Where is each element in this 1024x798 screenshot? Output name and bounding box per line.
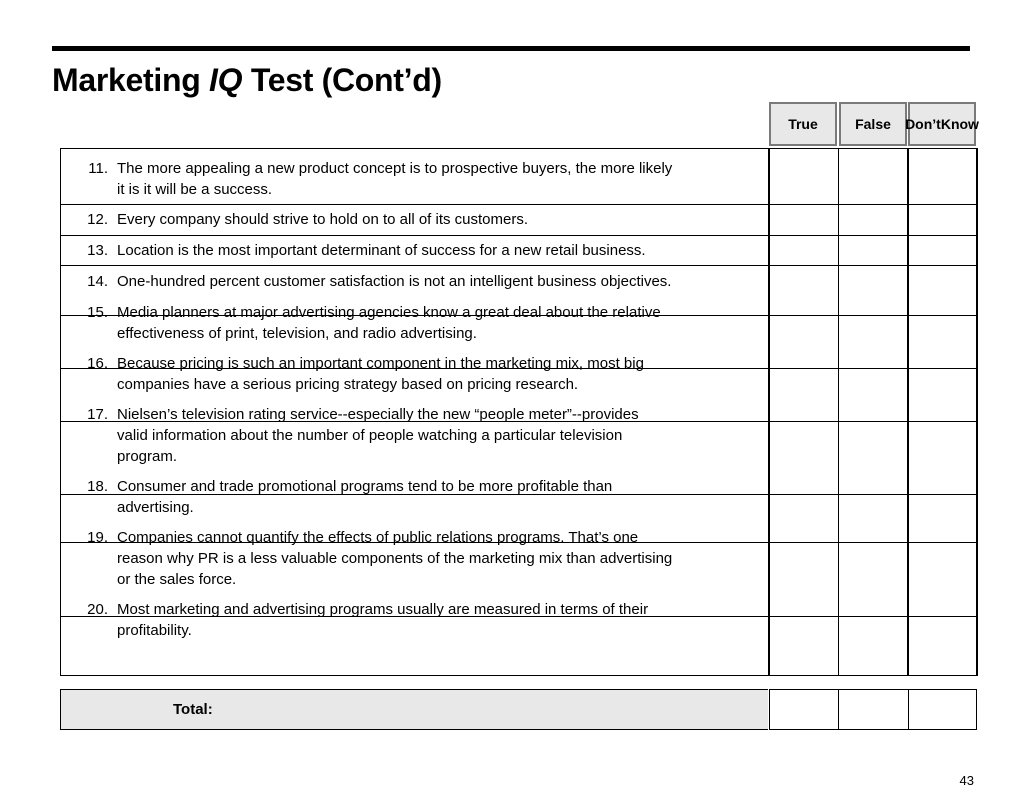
- column-header-dont-know: Don’t Know: [908, 102, 976, 146]
- question-number: 14.: [87, 273, 108, 290]
- question-number: 20.: [87, 601, 108, 618]
- total-row: [60, 689, 768, 730]
- question-text: [117, 476, 612, 518]
- table-column-divider: [769, 148, 770, 676]
- question-text-line: effectiveness of print, television, and radio advertising.: [117, 325, 477, 342]
- question-text: [117, 209, 528, 230]
- question-number: 15.: [87, 304, 108, 321]
- top-rule: [52, 46, 970, 51]
- total-false-box[interactable]: [838, 689, 909, 730]
- question-text: [117, 527, 672, 590]
- question-number: 17.: [87, 406, 108, 423]
- column-header-true: True: [769, 102, 837, 146]
- question-text-line: Most marketing and advertising programs usually are measured in terms of their: [117, 601, 649, 618]
- question-text: [117, 353, 644, 395]
- question-number: 18.: [87, 478, 108, 495]
- table-row-divider: [60, 235, 978, 236]
- total-dont-know-box[interactable]: [908, 689, 977, 730]
- question-text-line: program.: [117, 448, 178, 465]
- question-text-line: Every company should strive to hold on to all of its customers.: [117, 211, 529, 228]
- table-row-divider: [60, 265, 978, 266]
- total-true-box[interactable]: [769, 689, 839, 730]
- question-text-line: The more appealing a new product concept is to prospective buyers, the more likely: [117, 160, 673, 177]
- question-number: 13.: [87, 242, 108, 259]
- question-text-line: Location is the most important determinant of success for a new retail business.: [117, 242, 646, 259]
- question-text: [117, 404, 639, 467]
- question-text-line: profitability.: [117, 622, 192, 639]
- question-text: [117, 240, 646, 261]
- question-text: [117, 158, 672, 200]
- question-number: 16.: [87, 355, 108, 372]
- page-title: Marketing IQ Test (Cont’d): [52, 62, 442, 98]
- question-text-line: Companies cannot quantify the effects of public relations programs. That’s one: [117, 529, 639, 546]
- question-text-line: or the sales force.: [117, 571, 237, 588]
- question-text: [117, 599, 648, 641]
- question-number: 12.: [87, 211, 108, 228]
- column-header-false: False: [839, 102, 907, 146]
- table-row-divider: [60, 204, 978, 205]
- question-text-line: reason why PR is a less valuable components of the marketing mix than advertising: [117, 550, 673, 567]
- question-number: 11.: [88, 160, 108, 177]
- question-text: [117, 271, 671, 292]
- question-text-line: Because pricing is such an important component in the marketing mix, most big: [117, 355, 644, 372]
- total-label: Total:: [173, 701, 213, 718]
- table-column-divider: [977, 148, 978, 676]
- table-row-divider: [60, 148, 978, 149]
- question-text-line: companies have a serious pricing strategy based on pricing research.: [117, 376, 579, 393]
- question-text-line: it is it will be a success.: [117, 181, 273, 198]
- table-row-divider: [60, 675, 978, 676]
- question-text-line: Media planners at major advertising agencies know a great deal about the relative: [117, 304, 661, 321]
- question-text-line: Consumer and trade promotional programs tend to be more profitable than: [117, 478, 613, 495]
- question-text-line: Nielsen’s television rating service--especially the new “people meter”--provides: [117, 406, 639, 423]
- question-number: 19.: [87, 529, 108, 546]
- question-text-line: advertising.: [117, 499, 194, 516]
- question-text-line: One-hundred percent customer satisfaction is not an intelligent business objectives.: [117, 273, 672, 290]
- question-text-line: valid information about the number of people watching a particular television: [117, 427, 623, 444]
- question-text: [117, 302, 661, 344]
- table-column-divider: [838, 148, 839, 676]
- table-column-divider: [60, 148, 61, 676]
- table-column-divider: [908, 148, 909, 676]
- page-number: 43: [959, 773, 974, 788]
